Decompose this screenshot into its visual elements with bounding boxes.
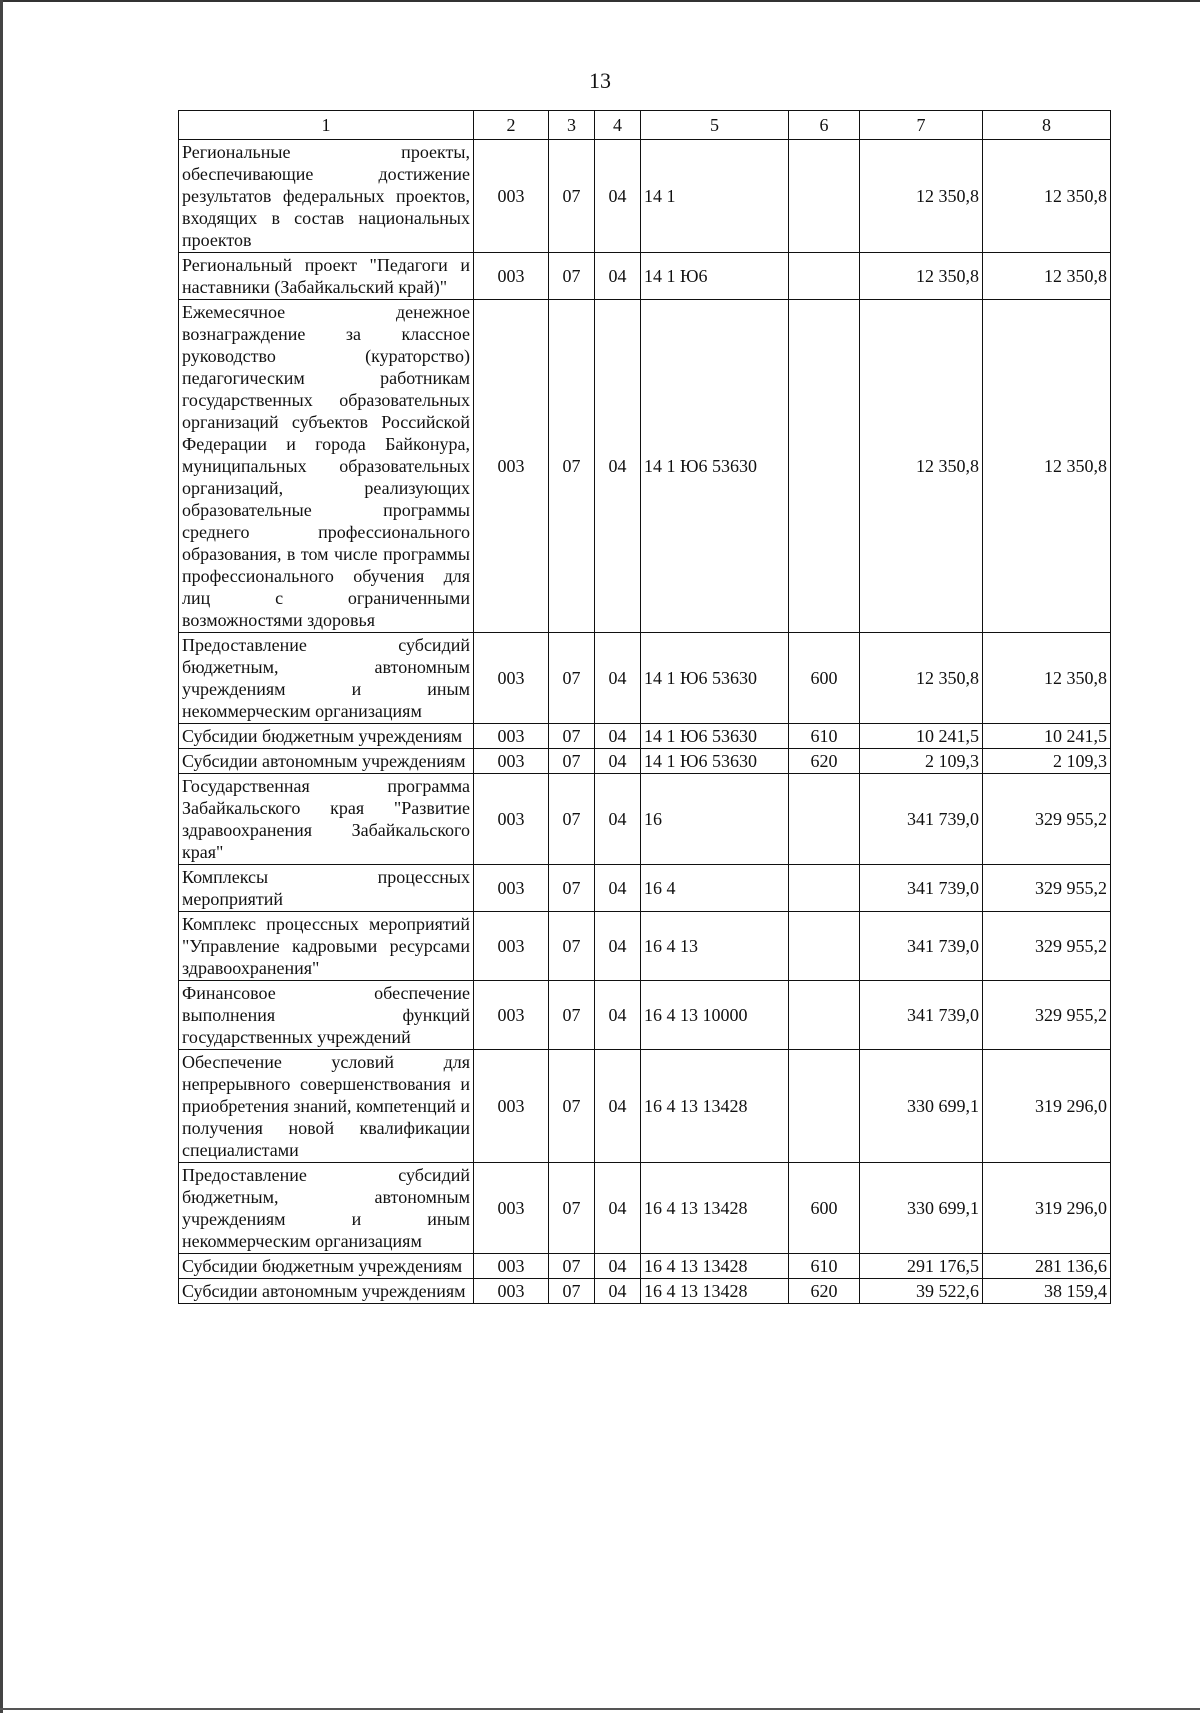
expense-type-code (789, 1050, 860, 1163)
expense-type-code: 600 (789, 1163, 860, 1254)
subsection-code: 04 (595, 724, 641, 749)
amount-col7: 330 699,1 (860, 1163, 983, 1254)
expense-name: Государственная программа Забайкальского края "Развитие здравоохранения Забайкальского края" (179, 774, 474, 865)
expense-name: Комплексы процессных мероприятий (179, 865, 474, 912)
expense-name: Предоставление субсидий бюджетным, автономным учреждениям и иным некоммерческим организациям (179, 633, 474, 724)
table-row (179, 774, 1111, 865)
section-code: 07 (549, 1279, 595, 1304)
subsection-code: 04 (595, 1254, 641, 1279)
expense-type-code (789, 253, 860, 300)
table-header-row (179, 111, 1111, 140)
amount-col8: 12 350,8 (983, 300, 1111, 633)
expense-type-code (789, 300, 860, 633)
expense-name: Субсидии автономным учреждениям (179, 749, 474, 774)
header-cell: 7 (860, 111, 983, 140)
table-row (179, 140, 1111, 253)
expense-name: Предоставление субсидий бюджетным, автономным учреждениям и иным некоммерческим организациям (179, 1163, 474, 1254)
amount-col7: 12 350,8 (860, 140, 983, 253)
target-code: 16 4 (641, 865, 789, 912)
target-code: 16 4 13 13428 (641, 1163, 789, 1254)
expense-name: Обеспечение условий для непрерывного совершенствования и приобретения знаний, компетенций и получения новой квалификации специалистами (179, 1050, 474, 1163)
ministry-code: 003 (474, 1254, 549, 1279)
ministry-code: 003 (474, 140, 549, 253)
subsection-code: 04 (595, 912, 641, 981)
subsection-code: 04 (595, 1050, 641, 1163)
target-code: 14 1 Ю6 53630 (641, 633, 789, 724)
ministry-code: 003 (474, 981, 549, 1050)
header-cell: 5 (641, 111, 789, 140)
ministry-code: 003 (474, 633, 549, 724)
target-code: 14 1 Ю6 53630 (641, 300, 789, 633)
table-row (179, 1163, 1111, 1254)
expense-name: Субсидии бюджетным учреждениям (179, 1254, 474, 1279)
section-code: 07 (549, 1254, 595, 1279)
amount-col7: 12 350,8 (860, 253, 983, 300)
target-code: 16 4 13 13428 (641, 1050, 789, 1163)
table-row (179, 300, 1111, 633)
expense-name: Региональные проекты, обеспечивающие достижение результатов федеральных проектов, входящих в состав национальных проектов (179, 140, 474, 253)
expense-name: Комплекс процессных мероприятий "Управление кадровыми ресурсами здравоохранения" (179, 912, 474, 981)
table-row (179, 749, 1111, 774)
amount-col7: 341 739,0 (860, 865, 983, 912)
header-cell: 1 (179, 111, 474, 140)
expense-type-code: 620 (789, 1279, 860, 1304)
scan-edge-top (0, 0, 1200, 2)
section-code: 07 (549, 981, 595, 1050)
amount-col7: 12 350,8 (860, 300, 983, 633)
amount-col7: 341 739,0 (860, 774, 983, 865)
amount-col7: 2 109,3 (860, 749, 983, 774)
ministry-code: 003 (474, 865, 549, 912)
section-code: 07 (549, 253, 595, 300)
header-cell: 8 (983, 111, 1111, 140)
ministry-code: 003 (474, 724, 549, 749)
ministry-code: 003 (474, 1163, 549, 1254)
section-code: 07 (549, 633, 595, 724)
amount-col8: 10 241,5 (983, 724, 1111, 749)
header-cell: 2 (474, 111, 549, 140)
expense-name: Субсидии бюджетным учреждениям (179, 724, 474, 749)
amount-col7: 39 522,6 (860, 1279, 983, 1304)
section-code: 07 (549, 300, 595, 633)
ministry-code: 003 (474, 749, 549, 774)
amount-col8: 12 350,8 (983, 253, 1111, 300)
amount-col8: 319 296,0 (983, 1050, 1111, 1163)
amount-col7: 291 176,5 (860, 1254, 983, 1279)
expense-type-code: 620 (789, 749, 860, 774)
target-code: 14 1 Ю6 53630 (641, 749, 789, 774)
amount-col7: 10 241,5 (860, 724, 983, 749)
table-row (179, 1050, 1111, 1163)
amount-col8: 12 350,8 (983, 633, 1111, 724)
table-row (179, 1254, 1111, 1279)
ministry-code: 003 (474, 1279, 549, 1304)
amount-col7: 12 350,8 (860, 633, 983, 724)
target-code: 16 (641, 774, 789, 865)
amount-col8: 319 296,0 (983, 1163, 1111, 1254)
amount-col8: 12 350,8 (983, 140, 1111, 253)
subsection-code: 04 (595, 774, 641, 865)
subsection-code: 04 (595, 1279, 641, 1304)
amount-col8: 281 136,6 (983, 1254, 1111, 1279)
section-code: 07 (549, 774, 595, 865)
expense-type-code (789, 981, 860, 1050)
section-code: 07 (549, 865, 595, 912)
ministry-code: 003 (474, 1050, 549, 1163)
subsection-code: 04 (595, 981, 641, 1050)
expense-type-code (789, 865, 860, 912)
amount-col8: 2 109,3 (983, 749, 1111, 774)
amount-col8: 329 955,2 (983, 912, 1111, 981)
expense-type-code (789, 774, 860, 865)
expense-type-code: 610 (789, 1254, 860, 1279)
target-code: 16 4 13 (641, 912, 789, 981)
target-code: 16 4 13 13428 (641, 1279, 789, 1304)
subsection-code: 04 (595, 1163, 641, 1254)
subsection-code: 04 (595, 140, 641, 253)
table-row (179, 912, 1111, 981)
target-code: 14 1 Ю6 (641, 253, 789, 300)
section-code: 07 (549, 140, 595, 253)
section-code: 07 (549, 1050, 595, 1163)
ministry-code: 003 (474, 300, 549, 633)
amount-col8: 329 955,2 (983, 774, 1111, 865)
section-code: 07 (549, 724, 595, 749)
scan-edge-bottom (0, 1708, 1200, 1710)
target-code: 16 4 13 13428 (641, 1254, 789, 1279)
section-code: 07 (549, 749, 595, 774)
table-row (179, 1279, 1111, 1304)
expense-type-code: 610 (789, 724, 860, 749)
amount-col8: 38 159,4 (983, 1279, 1111, 1304)
header-cell: 6 (789, 111, 860, 140)
target-code: 14 1 Ю6 53630 (641, 724, 789, 749)
scan-edge-left (0, 0, 3, 1713)
subsection-code: 04 (595, 253, 641, 300)
header-cell: 4 (595, 111, 641, 140)
table-row (179, 633, 1111, 724)
table-row (179, 865, 1111, 912)
amount-col7: 341 739,0 (860, 912, 983, 981)
amount-col7: 330 699,1 (860, 1050, 983, 1163)
subsection-code: 04 (595, 300, 641, 633)
amount-col8: 329 955,2 (983, 865, 1111, 912)
table-row (179, 981, 1111, 1050)
target-code: 14 1 (641, 140, 789, 253)
ministry-code: 003 (474, 912, 549, 981)
expense-name: Субсидии автономным учреждениям (179, 1279, 474, 1304)
subsection-code: 04 (595, 749, 641, 774)
subsection-code: 04 (595, 633, 641, 724)
table-row (179, 724, 1111, 749)
expense-type-code (789, 912, 860, 981)
amount-col8: 329 955,2 (983, 981, 1111, 1050)
header-cell: 3 (549, 111, 595, 140)
table-row (179, 253, 1111, 300)
ministry-code: 003 (474, 253, 549, 300)
expense-type-code: 600 (789, 633, 860, 724)
budget-table (178, 110, 1111, 1304)
subsection-code: 04 (595, 865, 641, 912)
ministry-code: 003 (474, 774, 549, 865)
expense-name: Финансовое обеспечение выполнения функций государственных учреждений (179, 981, 474, 1050)
section-code: 07 (549, 1163, 595, 1254)
target-code: 16 4 13 10000 (641, 981, 789, 1050)
expense-name: Ежемесячное денежное вознаграждение за классное руководство (кураторство) педагогическим работникам государственных образовательных организаций субъектов Российской Федерации и города Байконура, муниципальных образовательных организаций, реализующих образовательные программы среднего профессионального образования, в том числе программы профессионального обучения для лиц с ограниченными возможностями здоровья (179, 300, 474, 633)
amount-col7: 341 739,0 (860, 981, 983, 1050)
expense-type-code (789, 140, 860, 253)
expense-name: Региональный проект "Педагоги и наставники (Забайкальский край)" (179, 253, 474, 300)
page-number: 13 (589, 68, 611, 93)
section-code: 07 (549, 912, 595, 981)
